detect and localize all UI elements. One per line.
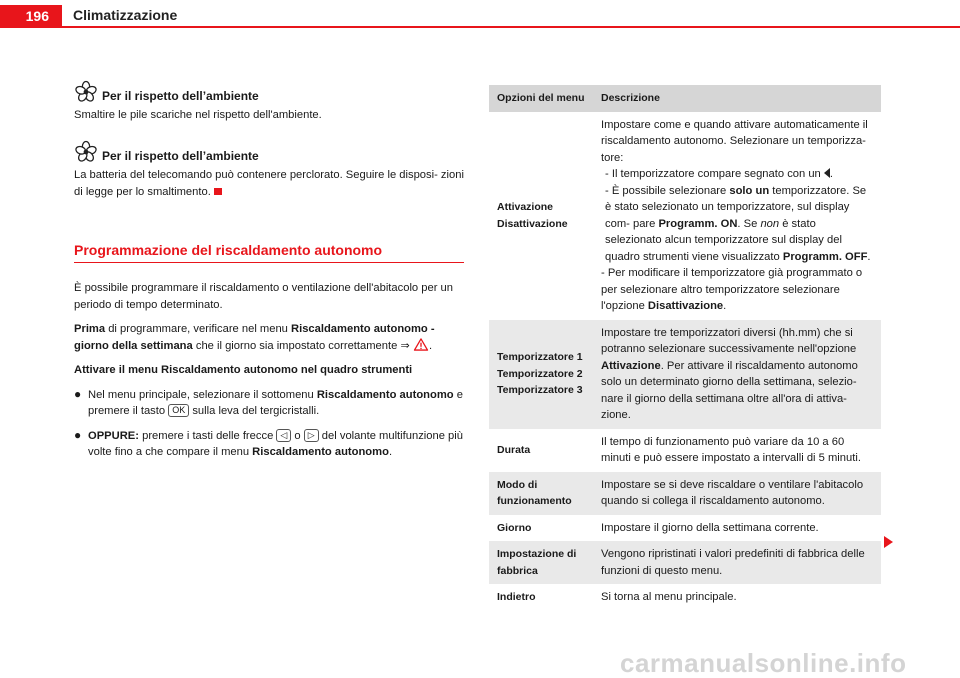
page-header [0,0,960,28]
env-note-2 [74,140,464,200]
flower-icon [74,140,98,164]
bullet-icon: ● [74,427,82,442]
list-item: ● OPPURE: premere i tasti delle frecce ◁ o ▷ del volante multifunzione più volte fino a che compare il menu Riscaldamento autonomo. [74,428,464,461]
table-row: Giorno Impostare il giorno della settimana corrente. [489,515,881,542]
env-heading: Per il rispetto dell’ambiente [102,148,259,163]
subheading: Attivare il menu Riscaldamento autonomo nel quadro strumenti [74,364,413,376]
arrow-right-key: ▷ [304,429,319,442]
table-row: Durata Il tempo di funzionamento può variare da 10 a 60 minuti e può essere impostato a intervalli di 5 minuti. [489,429,881,472]
intro-paragraph: È possibile programmare il riscaldamento o ventilazione dell'abitacolo per un periodo di tempo determinato. [74,282,453,311]
next-page-arrow-icon[interactable] [884,536,893,548]
table-row: Modo di funzionamento Impostare se si deve riscaldare o ventilare l'abitacolo quando si collega il riscaldamento autonomo. [489,472,881,515]
flower-icon [74,80,98,104]
table-row: Impostazione di fabbrica Vengono ripristinati i valori predefiniti di fabbrica delle funzioni di questo menu. [489,541,881,584]
list-item: ● Nel menu principale, selezionare il sottomenu Riscaldamento autonomo e premere il tasto OK sulla leva del tergicristalli. [74,387,464,420]
arrow-left-key: ◁ [276,429,291,442]
menu-options-table [489,85,881,611]
end-marker-icon [214,188,222,195]
env-note-1 [74,80,322,124]
table-row: Temporizzatore 1 Temporizzatore 2 Temporizzatore 3 Impostare tre temporizzatori diversi (hh.mm) che si potranno selezionare successivamente nell'opzione Attivazione. Per attivare il riscaldamento autonomo solo un determinato giorno della settimana, selezio- nare il giorno della settimana oltre all'ora di attiva- zione. [489,320,881,429]
env-text: La batteria del telecomando può contenere perclorato. Seguire le disposi- zioni di legge per lo smaltimento. [74,169,464,198]
table-header-row [489,85,881,112]
section-body [74,280,464,469]
header-rule [0,26,960,28]
chapter-title: Climatizzazione [73,7,178,23]
warning-icon [413,338,429,351]
arrow-left-marker-icon [824,168,830,178]
ok-key: OK [168,404,189,417]
table-row: Attivazione Disattivazione Impostare come e quando attivare automaticamente il riscaldamento autonomo. Selezionare un temporizza- tore: - Il temporizzatore compare segnato con un . - È possibile selezionare solo un temporizzatore. Se è stato selezionato un temporizzatore, sul display com- pare Programm. ON. Se non è stato selezionato alcun temporizzatore sul display del quadro strumenti viene visualizzato Programm. OFF. - Per modificare il temporizzatore già programmato o per selezionare altro temporizzatore selezionare l'opzione Disattivazione. [489,112,881,320]
column-header-description: Descrizione [601,92,660,104]
table-row: Indietro Si torna al menu principale. [489,584,881,611]
bullet-icon: ● [74,386,82,401]
env-heading: Per il rispetto dell’ambiente [102,88,259,103]
column-header-options: Opzioni del menu [497,92,585,104]
section-title: Programmazione del riscaldamento autonomo [74,242,464,263]
page-number: 196 [0,5,62,28]
watermark: carmanualsonline.info [620,648,907,678]
env-text: Smaltire le pile scariche nel rispetto dell'ambiente. [74,109,322,121]
prerequisite-paragraph: Prima di programmare, verificare nel menu Riscaldamento autonomo - giorno della settimana che il giorno sia impostato correttamente ⇒ . [74,323,435,352]
